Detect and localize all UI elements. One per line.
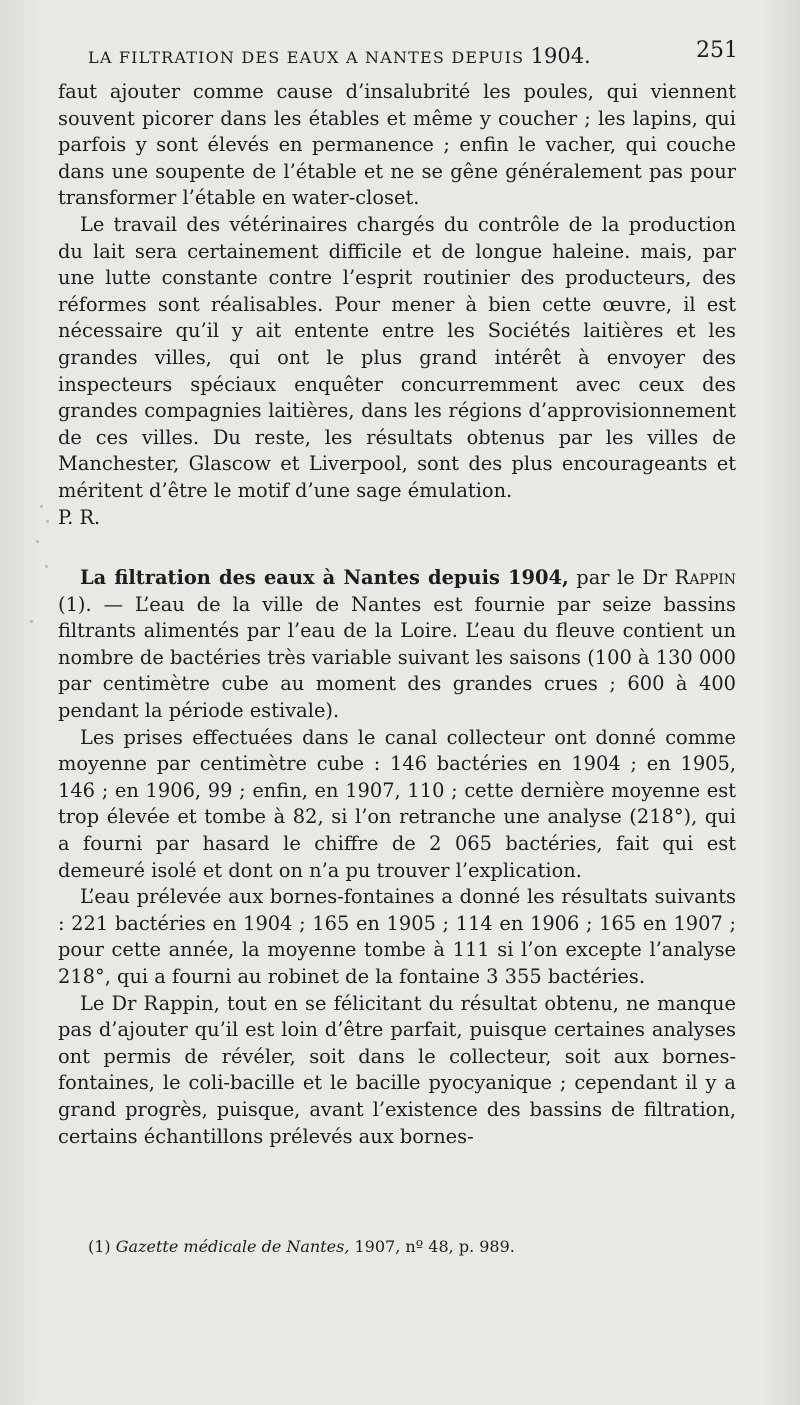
scan-speck bbox=[30, 620, 33, 623]
scan-speck bbox=[46, 520, 49, 523]
footnote-journal: Gazette médicale de Nantes, bbox=[115, 1237, 350, 1256]
footnote bbox=[88, 1237, 708, 1256]
page-number: 251 bbox=[696, 38, 738, 63]
scan-speck bbox=[36, 540, 39, 543]
scan-speck bbox=[40, 505, 43, 508]
section-gap bbox=[58, 531, 736, 565]
byline-prefix: par le Dr bbox=[576, 566, 668, 590]
running-title bbox=[88, 44, 591, 68]
paragraph-fountains: L’eau prélevée aux bornes-fontaines a donné les résultats suivants : 221 bactéries en 1904 ; 165 en 1905 ; 114 en 1906 ; 165 en 1907 ; pour cette année, la moyenne tombe à 111 si l’on excepte l’analyse 218°, qui a fourni au robinet de la fontaine 3 355 bactéries. bbox=[58, 885, 736, 988]
author-name: Rappin bbox=[674, 566, 736, 590]
footnote-citation: 1907, nº 48, p. 989. bbox=[354, 1237, 515, 1256]
paragraph-collector: Les prises effectuées dans le canal collecteur ont donné comme moyenne par centimètre cube : 146 bactéries en 1904 ; en 1905, 146 ; en 1906, 99 ; enfin, en 1907, 110 ; cette dernière moyenne est trop élevée et tombe à 82, si l’on retranche une analyse (218°), qui a fourni par hasard le chiffre de 2 065 bactéries, fait qui est demeuré isolé et dont on n’a pu trouver l’explication. bbox=[58, 725, 736, 882]
running-title-year: 1904. bbox=[530, 44, 591, 68]
article-intro-paragraph bbox=[58, 565, 736, 725]
paragraph-conclusion: Le Dr Rappin, tout en se félicitant du résultat obtenu, ne manque pas d’ajouter qu’il est loin d’être parfait, puisque certaines analyses ont permis de révéler, soit dans le collecteur, soit aux bornes-fontaines, le coli-bacille et le bacille pyocyanique ; cependant il y a grand progrès, puisque, avant l’existence des bassins de filtration, certains échantillons prélevés aux bornes- bbox=[58, 991, 736, 1148]
continued-paragraph: faut ajouter comme cause d’insalubrité les poules, qui viennent souvent picorer dans les étables et même y coucher ; les lapins, qui parfois y sont élevés en permanence ; enfin le vacher, qui couche dans une soupente de l’étable et ne se gêne généralement pas pour transformer l’étable en water-closet. bbox=[58, 80, 736, 210]
author-signature: P. R. bbox=[58, 505, 101, 529]
footnote-marker: (1) bbox=[88, 1237, 111, 1256]
running-header bbox=[88, 38, 738, 68]
scan-speck bbox=[45, 565, 48, 568]
page-body bbox=[58, 79, 736, 1150]
paragraph-veterinarians: Le travail des vétérinaires chargés du contrôle de la production du lait sera certainement difficile et de longue haleine. mais, par une lutte constante contre l’esprit routinier des producteurs, des réformes sont réalisables. Pour mener à bien cette œuvre, il est nécessaire qu’il y ait entente entre les Sociétés laitières et les grandes villes, qui ont le plus grand intérêt à envoyer des inspecteurs spéciaux enquêter concurremment avec ceux des grandes compagnies laitières, dans les régions d’approvisionnement de ces villes. Du reste, les résultats obtenus par les villes de Manchester, Glascow et Liverpool, sont des plus encourageants et méritent d’être le motif d’une sage émulation. bbox=[58, 212, 736, 502]
running-title-text: LA FILTRATION DES EAUX A NANTES DEPUIS bbox=[88, 48, 525, 67]
intro-text: (1). — L’eau de la ville de Nantes est fournie par seize bassins filtrants alimentés par l’eau de la Loire. L’eau du fleuve contient un nombre de bactéries très variable suivant les saisons (100 à 130 000 par centimètre cube au moment des grandes crues ; 600 à 400 pendant la période estivale). bbox=[58, 592, 736, 723]
article-title: La filtration des eaux à Nantes depuis 1904, bbox=[80, 566, 569, 590]
